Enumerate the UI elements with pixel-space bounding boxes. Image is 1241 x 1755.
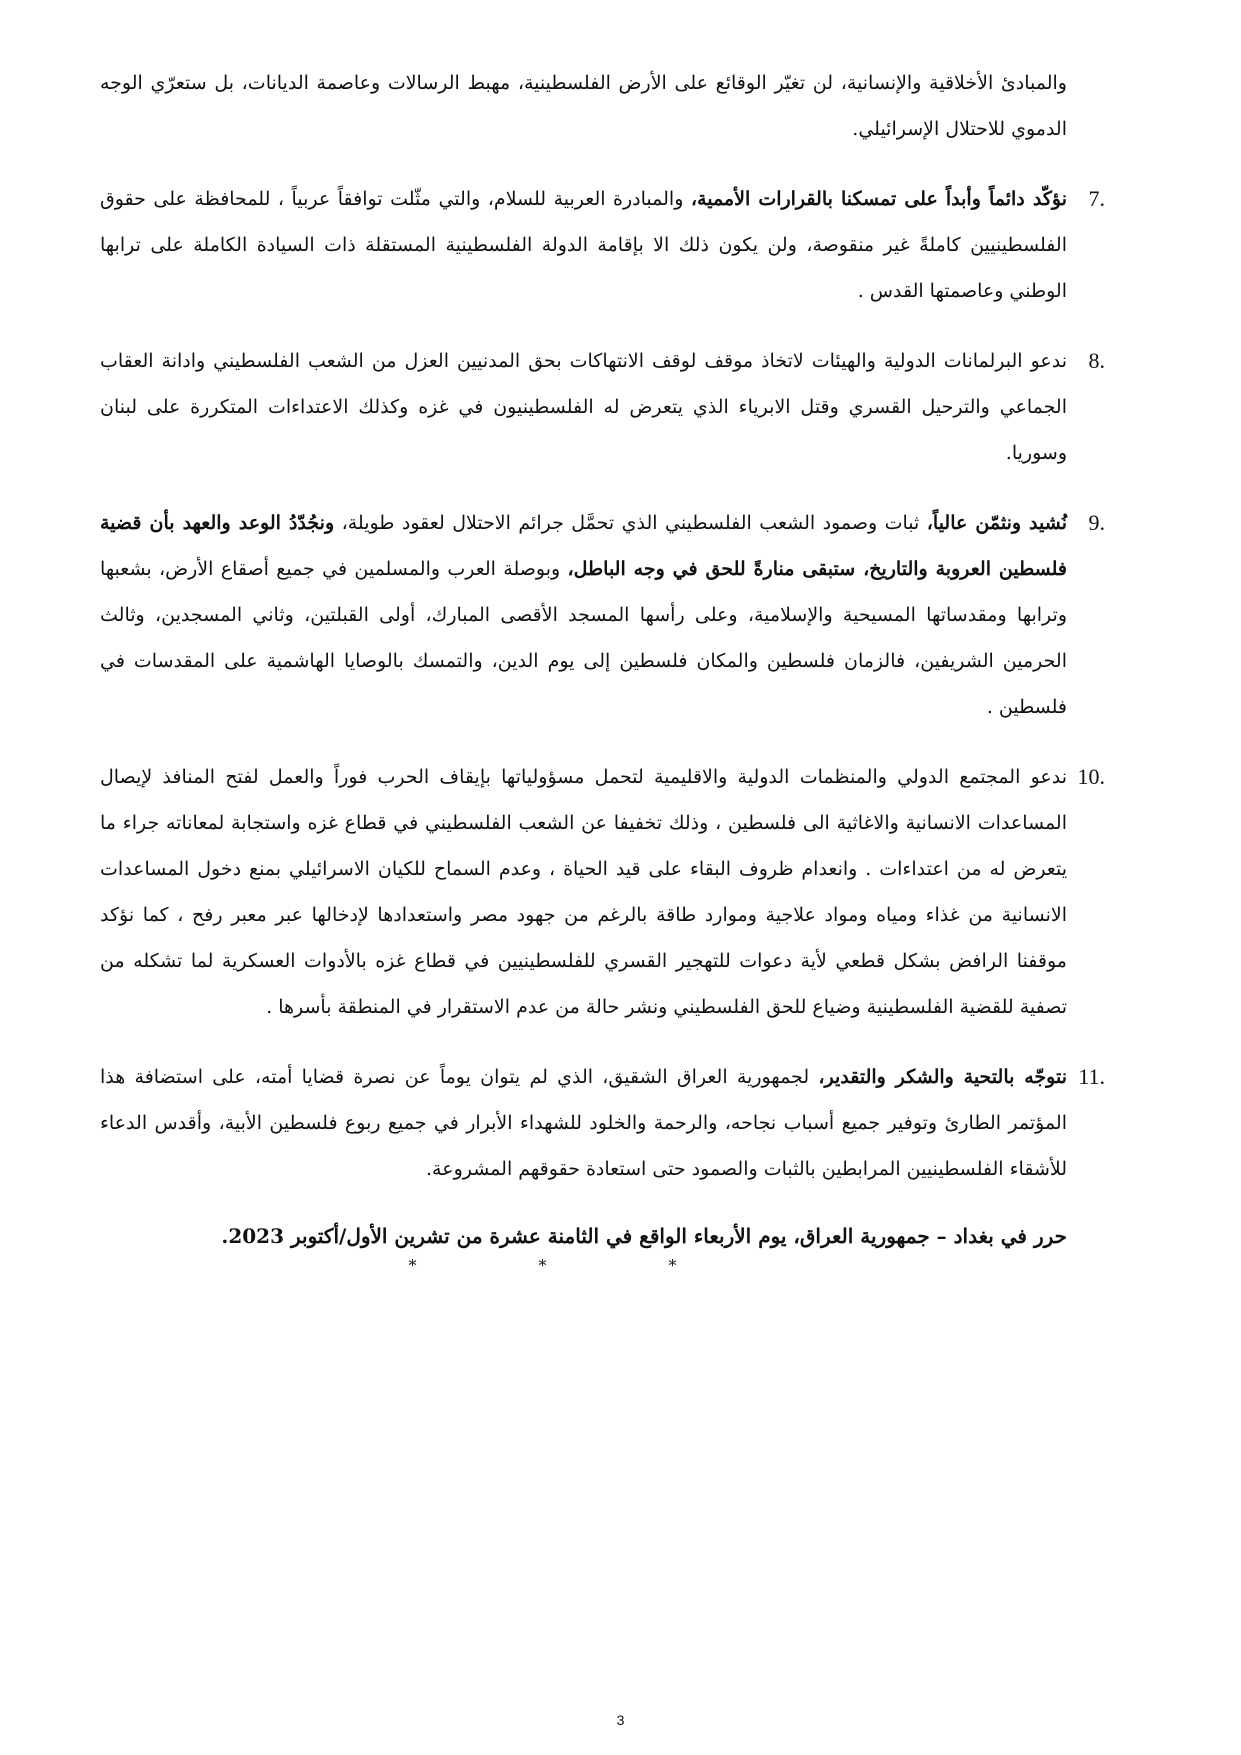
list-item-10 (100, 754, 1105, 1030)
item-text (100, 1054, 1067, 1192)
item-body-b: وبوصلة العرب والمسلمين في جميع أصقاع الأرض، بشعبها وترابها ومقدساتها المسيحية والإسلامية، وعلى رأسها المسجد الأقصى المبارك، أولى القبلتين، وثاني المسجدين، وثالث الحرمين الشريفين، فالزمان فلسطين والمكان فلسطين إلى يوم الدين، والتمسك بالوصايا الهاشمية على المقدسات في فلسطين . (100, 558, 1067, 718)
page-number: 3 (616, 1712, 625, 1728)
list-item-9 (100, 500, 1105, 730)
separator-star: * (668, 1256, 677, 1275)
document-body (100, 60, 1105, 1276)
list-item-8 (100, 338, 1105, 476)
item-number: 9. (1088, 510, 1105, 535)
signoff-line: حرر في بغداد – جمهورية العراق، يوم الأربعاء الواقع في الثامنة عشرة من تشرين الأول/أكتوبر 2023. (221, 1224, 1067, 1248)
item-bold-lead: نُشيد ونثمّن عالياً، (926, 512, 1068, 534)
separator-star: * (538, 1256, 547, 1275)
item-text (100, 500, 1067, 730)
item-body: والمبادرة العربية للسلام، والتي مثّلت توافقاً عربياً ، للمحافظة على حقوق الفلسطينيين كاملةً غير منقوصة، ولن يكون ذلك الا بإقامة الدولة الفلسطينية المستقلة ذات السيادة الكاملة على ترابها الوطني وعاصمتها القدس . (100, 188, 1067, 302)
item-text (100, 176, 1067, 314)
item-number: 11. (1078, 1064, 1105, 1089)
item-bold-lead: نؤكّد دائماً وأبداً على تمسكنا بالقرارات الأممية، (690, 188, 1067, 210)
item-body: لجمهورية العراق الشقيق، الذي لم يتوان يوماً عن نصرة قضايا أمته، على استضافة هذا المؤتمر الطارئ وتوفير جميع أسباب نجاحه، والرحمة والخلود للشهداء الأبرار في جميع ربوع فلسطين الأبية، وأقدس الدعاء للأشقاء الفلسطينيين المرابطين بالثبات والصمود حتى استعادة حقوقهم المشروعة. (100, 1066, 1067, 1180)
item-text: ندعو البرلمانات الدولية والهيئات لاتخاذ موقف لوقف الانتهاكات بحق المدنيين العزل من الشعب الفلسطيني وادانة العقاب الجماعي والترحيل القسري وقتل الابرياء الذي يتعرض له الفلسطينيون في غزه وكذلك الاعتداءات المتكررة على لبنان وسوريا. (100, 350, 1067, 464)
separator-star: * (408, 1256, 417, 1275)
item-bold-mid: ونجُدّدُ الوعد والعهد بأن قضية فلسطين العروبة والتاريخ، ستبقى منارةً للحق في وجه الباطل، (100, 512, 1067, 580)
list-item-11 (100, 1054, 1105, 1192)
list-item-7 (100, 176, 1105, 314)
section-separator (100, 1256, 1105, 1276)
item-text: ندعو المجتمع الدولي والمنظمات الدولية والاقليمية لتحمل مسؤولياتها بإيقاف الحرب فوراً والعمل لفتح المنافذ لإيصال المساعدات الانسانية والاغاثية الى فلسطين ، وذلك تخفيفا عن الشعب الفلسطيني في قطاع غزه واستجابة لمعاناته جراء ما يتعرض له من اعتداءات . وانعدام ظروف البقاء على قيد الحياة ، وعدم السماح للكيان الاسرائيلي بمنع دخول المساعدات الانسانية من غذاء ومياه ومواد علاجية وموارد طاقة بالرغم من جهود مصر واستعدادها لإدخالها عبر معبر رفح ، كما نؤكد موقفنا الرافض بشكل قطعي لأية دعوات للتهجير القسري للفلسطينيين في قطاع غزه بالأدوات العسكرية لما تشكله من تصفية للقضية الفلسطينية وضياع للحق الفلسطيني ونشر حالة من عدم الاستقرار في المنطقة بأسرها . (100, 766, 1067, 1018)
item-number: 7. (1088, 186, 1105, 211)
item-number: 10. (1077, 764, 1105, 789)
item-body-a: ثبات وصمود الشعب الفلسطيني الذي تحمَّل جرائم الاحتلال لعقود طويلة، (334, 512, 927, 534)
item-bold-lead: نتوجّه بالتحية والشكر والتقدير، (818, 1066, 1067, 1088)
item-number: 8. (1088, 348, 1105, 373)
intro-paragraph: والمبادئ الأخلاقية والإنسانية، لن تغيّر الوقائع على الأرض الفلسطينية، مهبط الرسالات وعاصمة الديانات، بل ستعرّي الوجه الدموي للاحتلال الإسرائيلي. (100, 72, 1067, 140)
